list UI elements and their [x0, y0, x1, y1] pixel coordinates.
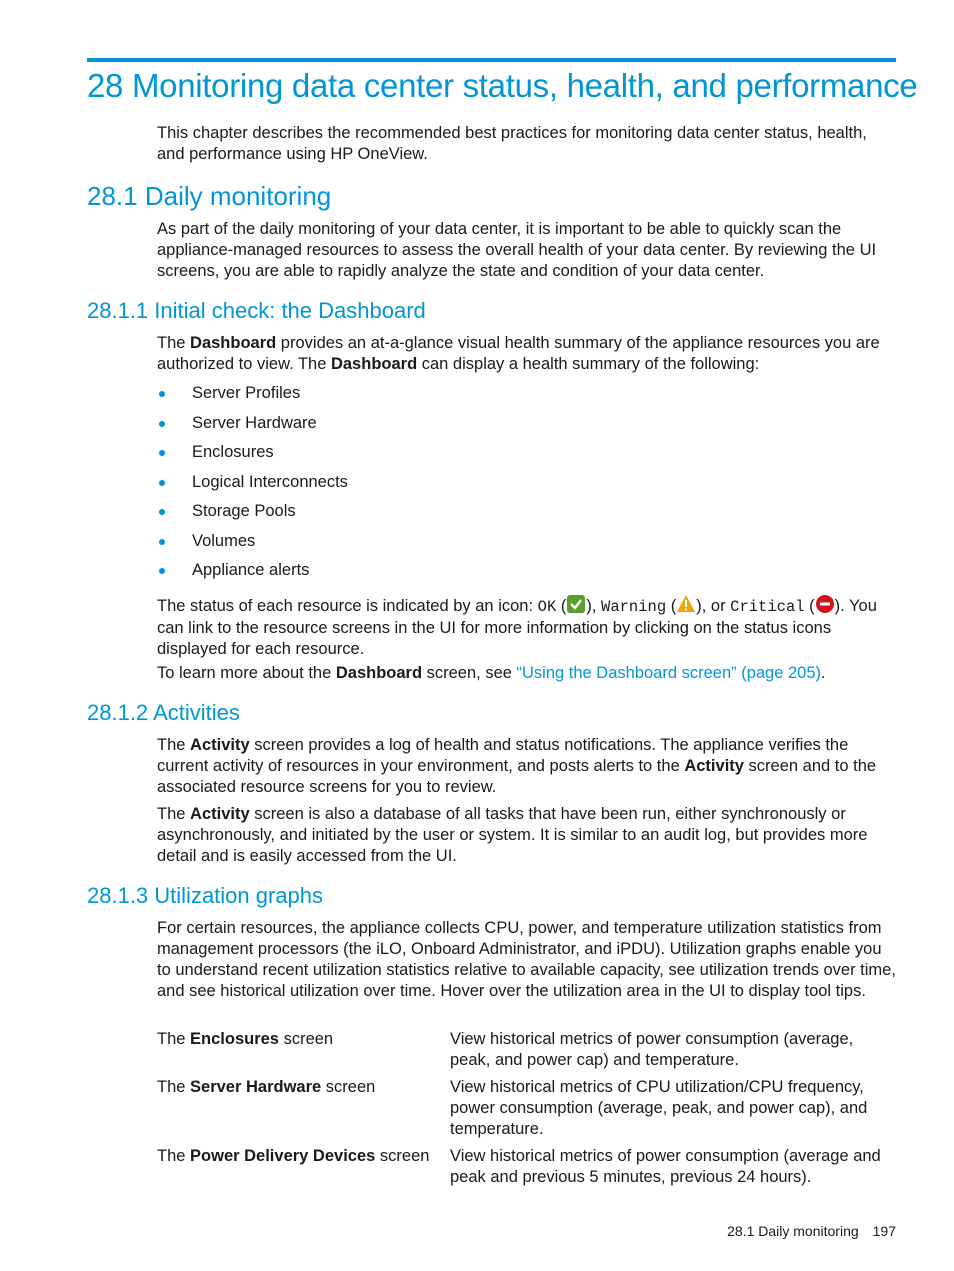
warning-triangle-icon	[676, 594, 696, 614]
bullet-icon	[159, 568, 165, 574]
bullet-icon	[159, 421, 165, 427]
bullet-icon	[159, 539, 165, 545]
bullet-icon	[159, 509, 165, 515]
intro-paragraph: This chapter describes the recommended best practices for monitoring data center status, health, and performance using HP OneView.	[157, 124, 867, 163]
table-row-label: The Server Hardware screen	[157, 1078, 376, 1096]
list-item: Enclosures	[157, 440, 348, 470]
list-item: Volumes	[157, 529, 348, 559]
bullet-icon	[159, 450, 165, 456]
list-item: Appliance alerts	[157, 558, 348, 588]
dashboard-resource-list	[157, 381, 348, 588]
dashboard-paragraph: The Dashboard provides an at-a-glance visual health summary of the appliance resources you are authorized to view. The Dashboard can display a health summary of the following:	[157, 334, 880, 373]
daily-monitoring-paragraph: As part of the daily monitoring of your data center, it is important to be able to quickly scan the appliance-managed resources to assess the overall health of your data center. By reviewing the UI screens, you are able to rapidly analyze the state and condition of your data center.	[157, 220, 877, 280]
footer-section: 28.1 Daily monitoring	[727, 1223, 859, 1239]
activities-paragraph-1: The Activity screen provides a log of health and status notifications. The appliance verifies the current activity of resources in your environment, and posts alerts to the Activity screen and to the associated resource screens for you to review.	[157, 736, 877, 796]
section-heading-activities: 28.1.2 Activities	[87, 700, 240, 725]
table-row-label: The Power Delivery Devices screen	[157, 1147, 430, 1165]
chapter-rule	[87, 58, 896, 62]
table-row-description: View historical metrics of CPU utilization/CPU frequency, power consumption (average, peak, and power cap), and temperature.	[450, 1078, 868, 1138]
page-number: 197	[872, 1223, 896, 1239]
list-item: Logical Interconnects	[157, 470, 348, 500]
page-footer	[727, 1223, 896, 1239]
bullet-icon	[159, 391, 165, 397]
table-row-description: View historical metrics of power consumption (average and peak and previous 5 minutes, previous 24 hours).	[450, 1147, 881, 1186]
section-heading-daily-monitoring: 28.1 Daily monitoring	[87, 181, 332, 211]
list-item: Server Hardware	[157, 411, 348, 441]
bullet-icon	[159, 480, 165, 486]
ok-check-icon	[566, 594, 586, 614]
list-item: Server Profiles	[157, 381, 348, 411]
utilization-paragraph: For certain resources, the appliance collects CPU, power, and temperature utilization statistics from management processors (the iLO, Onboard Administrator, and iPDU). Utilization graphs enable you to understand recent utilization statistics relative to available capacity, see utilization trends over time, and see historical utilization over time. Hover over the utilization area in the UI to display tool tips.	[157, 919, 896, 1000]
section-heading-initial-check: 28.1.1 Initial check: the Dashboard	[87, 298, 426, 323]
list-item: Storage Pools	[157, 499, 348, 529]
section-heading-utilization-graphs: 28.1.3 Utilization graphs	[87, 883, 324, 908]
table-row-label: The Enclosures screen	[157, 1030, 334, 1048]
activities-paragraph-2: The Activity screen is also a database of all tasks that have been run, either synchronously or asynchronously, and initiated by the user or system. It is similar to an audit log, but provides more detail and is easily accessed from the UI.	[157, 805, 868, 865]
table-row-description: View historical metrics of power consumption (average, peak, and power cap) and temperature.	[450, 1030, 854, 1069]
dashboard-screen-link[interactable]: “Using the Dashboard screen” (page 205)	[516, 664, 822, 682]
learn-more-paragraph: To learn more about the Dashboard screen, see “Using the Dashboard screen” (page 205).	[157, 664, 826, 682]
status-icons-paragraph: The status of each resource is indicated by an icon: OK ( ), Warning ( ), or Critical ( ). You can link to the resource screens in the UI for more information by clicking on the status icons displayed for each resource.	[157, 594, 897, 660]
critical-circle-icon	[815, 594, 835, 614]
chapter-title: 28 Monitoring data center status, health, and performance	[87, 67, 918, 104]
